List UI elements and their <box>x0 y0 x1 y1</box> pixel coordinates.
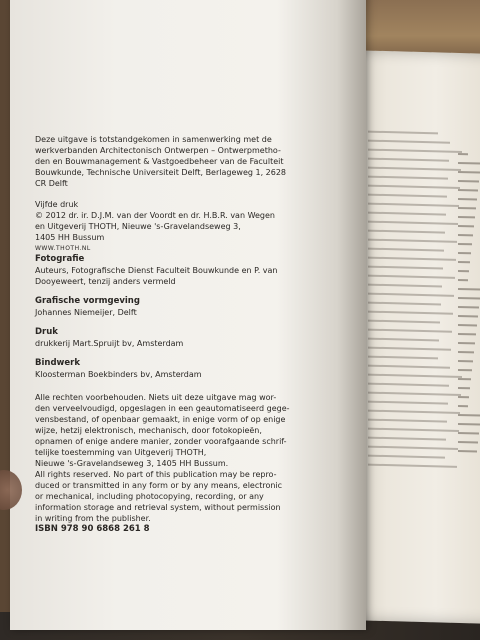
facing-page-text-line <box>368 293 454 297</box>
facing-page-text-line <box>368 230 445 234</box>
facing-page-text-line <box>368 140 450 144</box>
intro-line: Bouwkunde, Technische Universiteit Delft, Berlageweg 1, 2628 <box>35 168 287 177</box>
facing-page-column-text-line <box>458 189 478 192</box>
facing-page-column-text-line <box>458 297 480 300</box>
facing-page-text-line <box>368 437 446 441</box>
facing-page-column-text-line <box>458 261 470 263</box>
intro-line: den en Bouwmanagement & Vastgoedbeheer van de Faculteit <box>35 157 284 166</box>
facing-page-column-text-line <box>458 315 478 318</box>
facing-page-column-text-line <box>458 441 478 444</box>
intro-line: CR Delft <box>35 179 68 188</box>
copyright-line: en Uitgeverij THOTH, Nieuwe 's-Gravelandseweg 3, <box>35 222 241 231</box>
facing-page-column-text-line <box>458 396 469 398</box>
facing-page-text-line <box>368 266 443 270</box>
facing-page-column-text-line <box>458 342 475 344</box>
show-through-title <box>280 0 370 120</box>
facing-page-text-line <box>368 239 457 243</box>
credit-label: Druk <box>35 327 58 337</box>
credit-line: Dooyeweert, tenzij anders vermeld <box>35 277 176 286</box>
facing-page-text-line <box>368 455 445 459</box>
rights-line: duced or transmitted in any form or by any means, electronic <box>35 481 283 490</box>
facing-page-column-text-line <box>458 360 473 362</box>
credit-line: Auteurs, Fotografische Dienst Faculteit Bouwkunde en P. van <box>35 266 278 275</box>
facing-page-column-text-line <box>458 153 468 155</box>
credit-section-binding <box>35 358 335 380</box>
isbn: ISBN 978 90 6868 261 8 <box>35 524 150 534</box>
facing-page-text-line <box>368 194 447 198</box>
facing-page-text-line <box>368 410 460 414</box>
facing-page-text-line <box>368 374 462 378</box>
facing-page-text-line <box>368 158 449 162</box>
facing-page-text-line <box>368 176 448 180</box>
facing-page-column-text-line <box>458 378 471 380</box>
facing-page-column-text-line <box>458 216 475 218</box>
intro-paragraph <box>35 134 335 189</box>
rights-line: opnamen of enige andere manier, zonder voorafgaande schrif- <box>35 437 287 446</box>
credit-label: Grafische vormgeving <box>35 296 140 306</box>
copyright-line: © 2012 dr. ir. D.J.M. van der Voordt en dr. H.B.R. van Wegen <box>35 211 275 220</box>
credit-line: Johannes Niemeijer, Delft <box>35 308 137 317</box>
rights-paragraph <box>35 392 335 524</box>
facing-page-column-text-line <box>458 252 471 254</box>
facing-page-text-line <box>368 284 442 288</box>
website-link[interactable]: WWW.THOTH.NL <box>35 245 91 252</box>
rights-line: All rights reserved. No part of this publication may be repro- <box>35 470 277 479</box>
facing-page-column-text-line <box>458 234 473 236</box>
facing-page-column-text-line <box>458 414 480 417</box>
facing-page-text-line <box>368 320 440 324</box>
facing-page-column-text-line <box>458 243 472 245</box>
colophon-text <box>35 134 335 535</box>
facing-page-column-text-line <box>458 279 468 281</box>
facing-page-text-line <box>368 329 452 333</box>
facing-page-column-text-line <box>458 270 469 272</box>
intro-line: werkverbanden Architectonisch Ontwerpen – Ontwerpmetho- <box>35 146 281 155</box>
facing-page-text-line <box>368 347 451 351</box>
intro-line: Deze uitgave is totstandgekomen in samenwerking met de <box>35 135 272 144</box>
facing-page-column-text-line <box>458 171 480 174</box>
facing-page-text-line <box>368 365 450 369</box>
rights-line: information storage and retrieval system, without permission <box>35 503 281 512</box>
facing-page-column-text-line <box>458 225 474 227</box>
facing-page-column-text-line <box>458 432 479 435</box>
facing-page-text-line <box>368 356 438 360</box>
facing-page-column-text-line <box>458 423 480 426</box>
facing-page-column-text-line <box>458 180 479 183</box>
facing-page-column-text-line <box>458 324 477 326</box>
credit-line: Kloosterman Boekbinders bv, Amsterdam <box>35 370 202 379</box>
facing-page-column-text-line <box>458 207 476 209</box>
facing-page-text-line <box>368 446 458 450</box>
credit-section-photography <box>35 254 335 287</box>
facing-page-text-line <box>368 149 462 153</box>
facing-page-text-line <box>368 131 438 135</box>
facing-page-column-text-line <box>458 306 479 309</box>
facing-page-text-line <box>368 167 461 171</box>
credit-label: Fotografie <box>35 254 85 264</box>
facing-page-column-text-line <box>458 198 477 200</box>
facing-page-text-line <box>368 185 460 189</box>
copyright-line: 1405 HH Bussum <box>35 233 105 242</box>
facing-page-text-line <box>368 392 461 396</box>
facing-page-text-line <box>368 428 459 432</box>
facing-page-text-line <box>368 311 453 315</box>
facing-page <box>352 50 480 624</box>
rights-line: in writing from the publisher. <box>35 514 151 523</box>
edition-label: Vijfde druk <box>35 200 79 209</box>
rights-line: vensbestand, of openbaar gemaakt, in enige vorm of op enige <box>35 415 286 424</box>
credit-section-design <box>35 296 335 318</box>
facing-page-text-line <box>368 212 446 216</box>
facing-page-column-text-line <box>458 405 468 407</box>
facing-page-text-line <box>368 248 444 252</box>
facing-page-column-text-line <box>458 351 474 353</box>
facing-page-column-text-line <box>458 387 470 389</box>
facing-page-text-line <box>368 275 455 279</box>
credit-line: drukkerij Mart.Spruijt bv, Amsterdam <box>35 339 184 348</box>
rights-line: wijze, hetzij elektronisch, mechanisch, door fotokopieën, <box>35 426 262 435</box>
facing-page-text-line <box>368 338 439 342</box>
facing-page-text-line <box>368 257 456 261</box>
facing-page-column-text-line <box>458 162 480 165</box>
facing-page-column-text-line <box>458 450 477 452</box>
credit-label: Bindwerk <box>35 358 80 368</box>
credit-section-print <box>35 327 335 349</box>
facing-page-text-line <box>368 221 458 225</box>
facing-page-column-text-line <box>458 369 472 371</box>
rights-line: den verveelvoudigd, opgeslagen in een geautomatiseerd gege- <box>35 404 290 413</box>
facing-page-column-text-line <box>458 333 476 335</box>
facing-page-text-line <box>368 419 447 423</box>
facing-page-text-line <box>368 302 441 306</box>
facing-page-column-text-line <box>458 288 480 291</box>
rights-line: or mechanical, including photocopying, recording, or any <box>35 492 264 501</box>
facing-page-text-line <box>368 464 457 468</box>
rights-line: Alle rechten voorbehouden. Niets uit deze uitgave mag wor- <box>35 393 277 402</box>
facing-page-text-line <box>368 401 448 405</box>
rights-line: Nieuwe 's-Gravelandseweg 3, 1405 HH Bussum. <box>35 459 229 468</box>
facing-page-text-line <box>368 383 449 387</box>
rights-line: telijke toestemming van Uitgeverij THOTH, <box>35 448 207 457</box>
facing-page-text-line <box>368 203 459 207</box>
copyright-paragraph <box>35 210 335 243</box>
